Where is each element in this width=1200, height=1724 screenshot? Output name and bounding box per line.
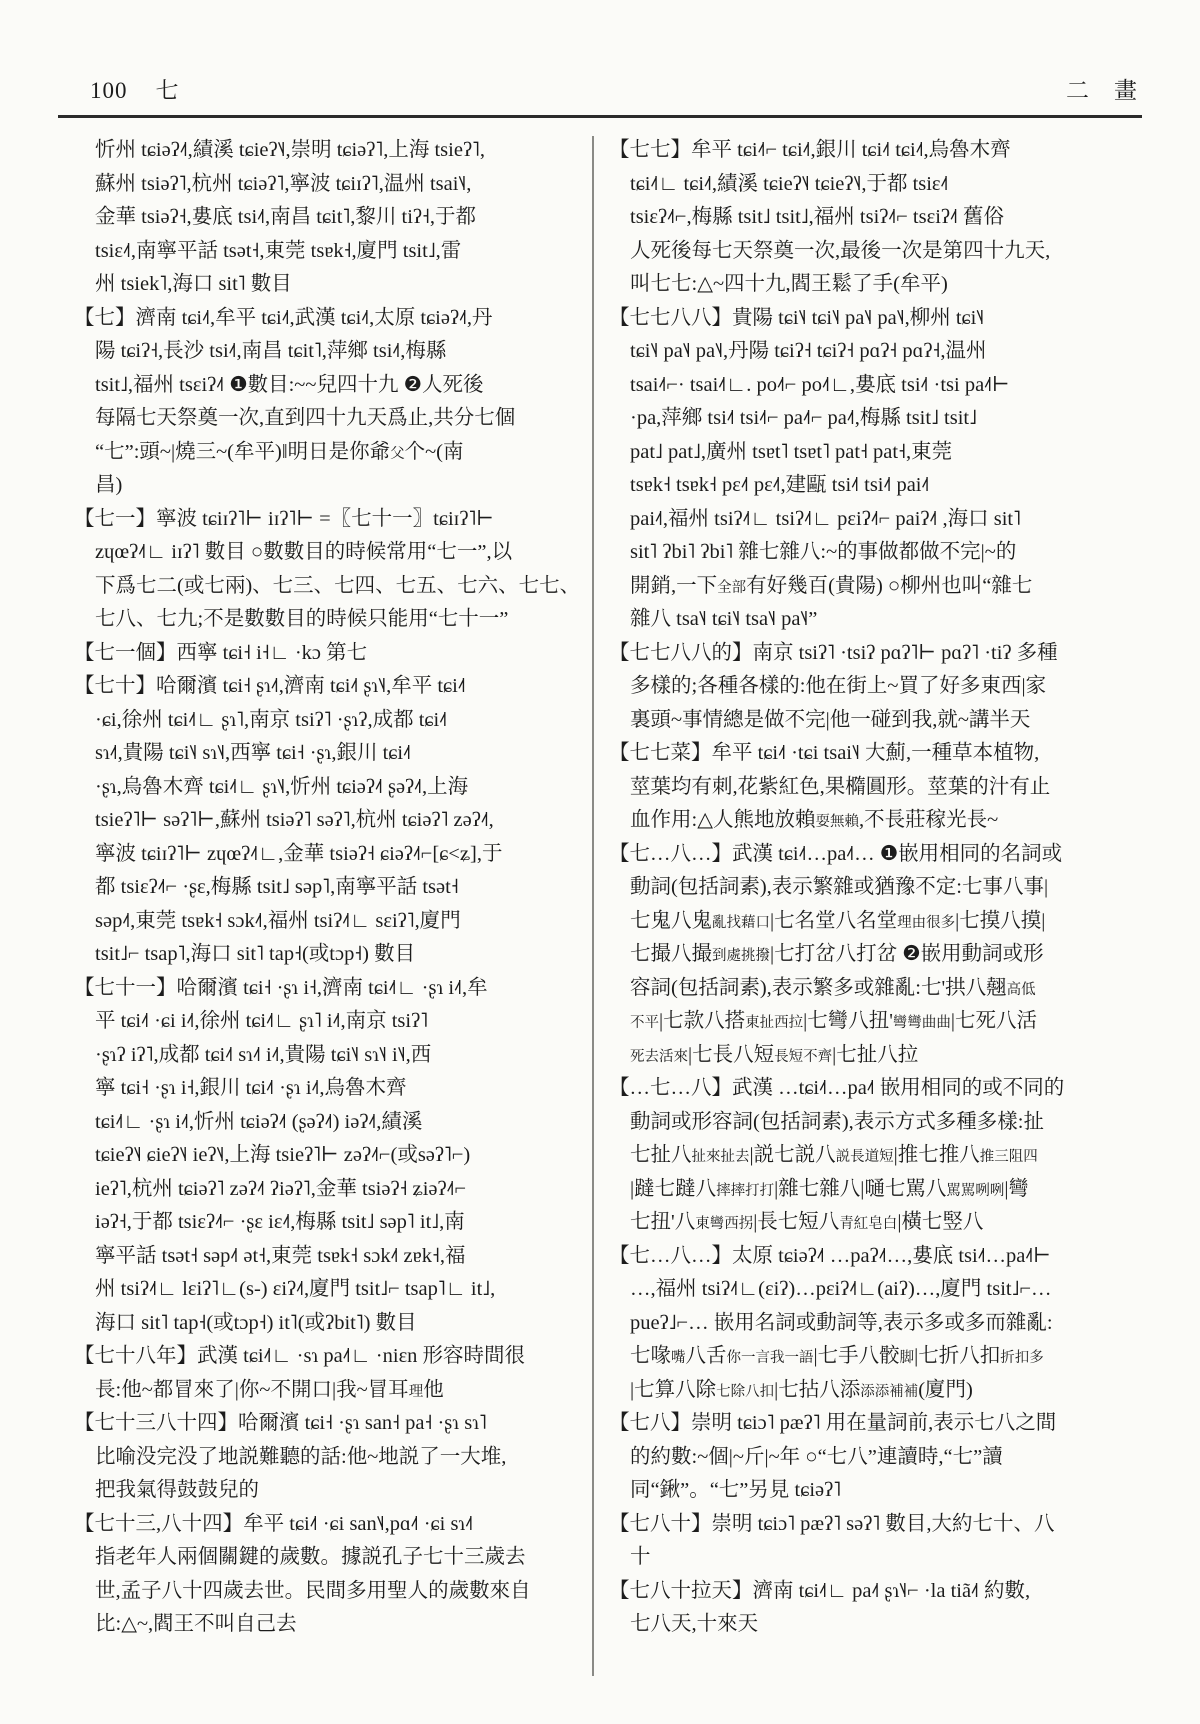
- text-line: [609, 335, 1137, 369]
- text-line: [74, 603, 592, 637]
- entry-text: səp˨˦,東莞 tsɐk˧ sɔk˨˦,福州 tsiʔ˨˦∟ sɛiʔ˥,廈門: [95, 909, 461, 932]
- text-line: [74, 670, 592, 704]
- text-line: [74, 1608, 592, 1642]
- entry-text: 七撮八撮: [630, 943, 712, 965]
- entry-text: 【七一】寧波 tɕiɪʔ˥⊢ iɪʔ˥⊢ =〖七十一〗tɕiɪʔ˥⊢: [74, 507, 494, 530]
- text-line: [74, 1173, 592, 1207]
- entry-text: 蘇州 tsiəʔ˥,杭州 tɕiəʔ˥,寧波 tɕiɪʔ˥,温州 tsai˥˨,: [95, 172, 472, 195]
- gloss-small-text: 扯來扯去: [691, 1149, 750, 1165]
- text-line: [74, 972, 592, 1006]
- gloss-small-text: 七除八扣: [716, 1383, 775, 1400]
- text-columns: [0, 134, 1200, 1676]
- entry-text: tɕi˨˦∟ ·ʂɿ i˨˦,忻州 tɕiəʔ˨˦ (ʂəʔ˨˦) iəʔ˨˦,績溪: [95, 1110, 423, 1133]
- entry-text: |説七説八: [749, 1144, 836, 1166]
- entry-text: …,福州 tsiʔ˨˦∟(ɛiʔ)…pɛiʔ˨˦∟(aiʔ)…,廈門 tsit˩⌐…: [630, 1278, 1052, 1300]
- text-line: [74, 302, 592, 336]
- entry-text: 【七一個】西寧 tɕi˧ i˧∟ ·kɔ 第七: [74, 641, 368, 664]
- text-line: [609, 1541, 1137, 1575]
- text-line: [74, 469, 592, 503]
- entry-text: |七打岔八打岔 ❷嵌用動詞或形: [770, 943, 1044, 965]
- entry-text: ·ʂɿʔ iʔ˥,成都 tɕi˨˦ sɿ˨˦ i˨˦,貴陽 tɕi˥˨ sɿ˥˨ i˥˨,西: [95, 1043, 432, 1066]
- entry-text: |七拈八添: [774, 1378, 861, 1401]
- text-line: [74, 838, 592, 872]
- entry-text: ,不長莊稼光長~: [858, 809, 999, 831]
- text-line: [609, 436, 1137, 470]
- entry-text: 【…七…八】武漢 …tɕi˨˦…pa˨˦ 嵌用相同的或不同的: [609, 1077, 1065, 1099]
- entry-text: 【七十】哈爾濱 tɕi˧ ʂɿ˨˦,濟南 tɕi˨˦ ʂɿ˥˨,牟平 tɕi˨˦: [74, 675, 466, 697]
- gloss-small-text: 不平: [630, 1015, 659, 1031]
- entry-text: tsiɛ˨˦,南寧平話 tsət˧,東莞 tsɐk˧,廈門 tsit˩,雷: [95, 239, 462, 262]
- gloss-small-text: 亂找藉口: [712, 914, 770, 931]
- text-line: [609, 402, 1137, 436]
- text-line: [74, 201, 592, 235]
- entry-text: 昌): [95, 474, 123, 496]
- text-line: [74, 1206, 592, 1240]
- gloss-small-text: 死去活來: [630, 1048, 688, 1065]
- entry-text: 十: [630, 1546, 651, 1568]
- entry-text: 長:他~都冒來了|你~不開口|我~冒耳: [95, 1378, 409, 1401]
- entry-text: 七八天,十來天: [630, 1613, 759, 1635]
- entry-text: 【七…八…】武漢 tɕi˨˦…pa˨˦… ❶嵌用相同的名詞或: [609, 842, 1063, 865]
- text-line: [609, 1340, 1137, 1374]
- entry-text: (廈門): [918, 1378, 973, 1401]
- text-line: [74, 168, 592, 202]
- entry-text: 每隔七天祭奠一次,直到四十九天爲止,共分七個: [95, 407, 516, 429]
- right-column: [609, 134, 1137, 1676]
- text-line: [609, 972, 1137, 1006]
- text-line: [74, 704, 592, 738]
- entry-text: ·pa,萍鄉 tsi˨˦ tsi˨˦⌐ pa˨˦⌐ pa˨˦,梅縣 tsit˩ tsit˩: [630, 407, 977, 429]
- entry-text: 都 tsiɛʔ˨˦⌐ ·ʂɛ,梅縣 tsit˩ səp˥,南寧平話 tsət˧: [95, 876, 459, 898]
- entry-text: 指老年人兩個關鍵的歲數。據説孔子七十三歲去: [95, 1546, 526, 1568]
- radical-char: 七: [155, 78, 180, 103]
- text-line: [74, 637, 592, 671]
- text-line: [609, 201, 1137, 235]
- entry-text: 比喻没完没了地説難聽的話:他~地説了一大堆,: [95, 1445, 507, 1468]
- text-line: [74, 1139, 592, 1173]
- entry-text: |七名堂八名堂: [770, 909, 898, 932]
- text-line: [609, 1039, 1137, 1073]
- text-line: [74, 268, 592, 302]
- text-line: [609, 1005, 1137, 1039]
- entry-text: ·ɕi,徐州 tɕi˨˦∟ ʂɿ˥,南京 tsiʔ˥ ·ʂɿʔ,成都 tɕi˨˦: [95, 708, 448, 731]
- entry-text: 州 tsiek˥,海口 sit˥ 數目: [95, 273, 292, 295]
- text-line: [609, 268, 1137, 302]
- gloss-small-text: 父: [390, 445, 405, 462]
- entry-text: 【七十一】哈爾濱 tɕi˧ ·ʂɿ i˧,濟南 tɕi˨˦∟ ·ʂɿ i˨˦,牟: [74, 976, 488, 999]
- text-line: [609, 369, 1137, 403]
- gloss-small-text: 駡駡咧咧: [946, 1182, 1005, 1199]
- entry-text: ·ʂɿ,烏魯木齊 tɕi˨˦∟ ʂɿ˥˨,忻州 tɕiəʔ˨˦ ʂəʔ˨˦,上海: [95, 775, 469, 798]
- text-line: [74, 1240, 592, 1274]
- text-line: [609, 804, 1137, 838]
- text-line: [74, 804, 592, 838]
- entry-text: ieʔ˥,杭州 tɕiəʔ˥ zəʔ˨˦ ʔiəʔ˥,金華 tsiəʔ˧ ʑiəʔ˨˦⌐: [95, 1177, 467, 1200]
- entry-text: 【七七八八】貴陽 tɕi˥˨ tɕi˥˨ pa˥˨ pa˥˨,柳州 tɕi˥˨: [609, 306, 985, 329]
- text-line: [609, 1072, 1137, 1106]
- text-line: [609, 570, 1137, 604]
- entry-text: 【七十三,八十四】牟平 tɕi˨˦ ·ɕi san˥˨,pɑ˨˦ ·ɕi sɿ˨˦: [74, 1512, 474, 1535]
- entry-text: |七摸八摸|: [955, 909, 1046, 932]
- entry-text: 州 tsiʔ˨˦∟ lɛiʔ˥∟(s-) ɛiʔ˨˦,廈門 tsit˩⌐ tsap˥∟ it˩,: [95, 1278, 496, 1300]
- entry-text: 【七八十拉天】濟南 tɕi˨˦∟ pa˨˦ ʂɿ˥˨⌐ ·la tiã˨˦ 約數,: [609, 1579, 1031, 1602]
- text-line: [609, 1374, 1137, 1408]
- entry-text: |七長八短: [688, 1043, 775, 1066]
- page-header: [0, 0, 1200, 115]
- gloss-small-text: 摔摔打打: [716, 1182, 775, 1199]
- text-line: [74, 536, 592, 570]
- entry-text: pai˨˦,福州 tsiʔ˨˦∟ tsiʔ˨˦∟ pɛiʔ˨˦⌐ paiʔ˨˦ ,海口 sit˥: [630, 507, 1021, 530]
- entry-text: 莖葉均有刺,花紫紅色,果橢圓形。莖葉的汁有止: [630, 775, 1051, 798]
- text-line: [74, 402, 592, 436]
- entry-text: |推七推八: [893, 1144, 980, 1166]
- text-line: [609, 1474, 1137, 1508]
- entry-text: 他: [423, 1378, 444, 1401]
- gloss-small-text: 彎彎曲曲: [892, 1015, 951, 1031]
- entry-text: |七扯八拉: [832, 1043, 919, 1066]
- text-line: [609, 1307, 1137, 1341]
- text-line: [74, 1072, 592, 1106]
- gloss-small-text: 青紅皂白: [839, 1216, 898, 1232]
- text-line: [609, 1575, 1137, 1609]
- page-number: 100: [90, 78, 128, 103]
- entry-text: 寧 tɕi˧ ·ʂɿ i˧,銀川 tɕi˨˦ ·ʂɿ i˨˦,烏魯木齊: [95, 1077, 407, 1099]
- text-line: [609, 1106, 1137, 1140]
- entry-text: 陽 tɕiʔ˧,長沙 tsi˨˦,南昌 tɕit˥,萍鄉 tsi˨˦,梅縣: [95, 340, 447, 362]
- entry-text: |彎: [1004, 1177, 1029, 1200]
- entry-text: |躂七躂八: [630, 1177, 717, 1200]
- entry-text: pat˩ pat˩,廣州 tsɐt˥ tsɐt˥ pat˧ pat˧,東莞: [630, 440, 953, 463]
- text-line: [609, 838, 1137, 872]
- entry-text: 【七…八…】太原 tɕiəʔ˨˦ …paʔ˨˦…,婁底 tsi˨˦…pa˨˦⊢: [609, 1244, 1051, 1267]
- text-line: [609, 536, 1137, 570]
- entry-text: |橫七竪八: [897, 1211, 984, 1233]
- entry-text: 雜八 tsa˥˨ tɕi˥˨ tsa˥˨ pa˥˨”: [630, 608, 818, 630]
- text-line: [74, 369, 592, 403]
- text-line: [609, 1173, 1137, 1207]
- entry-text: tsɐk˧ tsɐk˧ pɛ˨˦ pɛ˨˦,建甌 tsi˨˦ tsi˨˦ pai˨˦: [630, 474, 930, 496]
- text-line: [609, 1206, 1137, 1240]
- entry-text: 七八、七九;不是數數目的時候只能用“七十一”: [95, 608, 509, 630]
- entry-text: 有好幾百(貴陽) ○柳州也叫“雜七: [746, 574, 1033, 597]
- entry-text: tɕi˨˦∟ tɕi˨˦,績溪 tɕieʔ˥˨ tɕieʔ˥˨,于都 tsiɛ˨˦: [630, 172, 949, 195]
- text-line: [609, 134, 1137, 168]
- text-line: [74, 938, 592, 972]
- text-line: [74, 771, 592, 805]
- entry-text: iəʔ˧,于都 tsiɛʔ˨˦⌐ ·ʂɛ iɛ˨˦,梅縣 tsit˩ səp˥ it˩,南: [95, 1211, 465, 1233]
- gloss-small-text: 添添補補: [860, 1383, 919, 1400]
- entry-text: |七手八骹: [813, 1345, 900, 1367]
- entry-text: |七死八活: [950, 1010, 1038, 1032]
- column-divider: [592, 136, 594, 1676]
- entry-text: 金華 tsiəʔ˧,婁底 tsi˨˦,南昌 tɕit˥,黎川 tiʔ˧,于都: [95, 206, 477, 228]
- entry-text: 動詞(包括詞素),表示繁雜或猶豫不定:七事八事|: [630, 876, 1049, 898]
- entry-text: 多樣的;各種各樣的:他在街上~買了好多東西|家: [630, 675, 1047, 697]
- entry-text: tɕieʔ˥˨ ɕieʔ˥˨ ieʔ˥˨,上海 tsieʔ˥⊢ zəʔ˨˦⌐(或səʔ˥⌐): [95, 1144, 471, 1166]
- text-line: [609, 469, 1137, 503]
- text-line: [609, 603, 1137, 637]
- entry-text: tsiɛʔ˨˦⌐,梅縣 tsit˩ tsit˩,福州 tsiʔ˨˦⌐ tsɛiʔ˨˦ 舊俗: [630, 206, 1004, 228]
- text-line: [609, 302, 1137, 336]
- entry-text: |七算八除: [630, 1378, 717, 1401]
- text-line: [609, 637, 1137, 671]
- entry-text: 七扯八: [630, 1144, 692, 1166]
- text-line: [74, 1441, 592, 1475]
- text-line: [74, 1407, 592, 1441]
- entry-text: 【七七菜】牟平 tɕi˨˦ ·tɕi tsai˥˨ 大薊,一種草本植物,: [609, 742, 1040, 764]
- entry-text: 同“鍬”。“七”另見 tɕiəʔ˥: [630, 1479, 842, 1501]
- gloss-small-text: 東扯西拉: [745, 1015, 804, 1031]
- text-line: [609, 905, 1137, 939]
- gloss-small-text: 高低: [1006, 981, 1036, 998]
- entry-text: 【七七八八的】南京 tsiʔ˥ ·tsiʔ pɑʔ˥⊢ pɑʔ˥ ·tiʔ 多種: [609, 641, 1058, 664]
- entry-text: |雜七雜八|嗵七駡八: [774, 1177, 947, 1200]
- text-line: [609, 235, 1137, 269]
- entry-text: 海口 sit˥ tap˧(或tɔp˧) it˥(或ʔbit˥) 數目: [95, 1311, 417, 1334]
- text-line: [609, 938, 1137, 972]
- text-line: [609, 1273, 1137, 1307]
- text-line: [609, 871, 1137, 905]
- text-line: [609, 1508, 1137, 1542]
- entry-text: 下爲七二(或七兩)、七三、七四、七五、七六、七七、: [95, 574, 581, 597]
- entry-text: 七扭'八: [630, 1211, 696, 1233]
- entry-text: 開銷,一下: [630, 574, 718, 597]
- gloss-small-text: 東彎西拐: [695, 1216, 754, 1232]
- entry-text: 【七八十】崇明 tɕiɔ˥ pæʔ˥ səʔ˥ 數目,大約七十、八: [609, 1512, 1055, 1535]
- text-line: [74, 335, 592, 369]
- gloss-small-text: 理: [408, 1383, 424, 1400]
- entry-text: 動詞或形容詞(包括詞素),表示方式多種多樣:扯: [630, 1110, 1044, 1133]
- gloss-small-text: 全部: [717, 579, 747, 596]
- text-line: [609, 771, 1137, 805]
- entry-text: 人死後每七天祭奠一次,最後一次是第四十九天,: [630, 239, 1051, 262]
- entry-text: sit˥ ʔbi˥ ʔbi˥ 雜七雜八:~的事做都做不完|~的: [630, 541, 1017, 563]
- entry-text: 八舌: [685, 1345, 727, 1367]
- entry-text: 【七七】牟平 tɕi˨˦⌐ tɕi˨˦,銀川 tɕi˨˦ tɕi˨˦,烏魯木齊: [609, 139, 1011, 161]
- entry-text: 的約數:~個|~斤|~年 ○“七八”連讀時,“七”讀: [630, 1445, 1003, 1468]
- entry-text: |七折八扣: [914, 1345, 1001, 1367]
- text-line: [74, 1575, 592, 1609]
- entry-text: 个~(南: [404, 440, 464, 463]
- entry-text: 把我氣得鼓鼓兒的: [95, 1479, 259, 1501]
- entry-text: 容詞(包括詞素),表示繁多或雜亂:七'拱八翹: [630, 976, 1007, 999]
- text-line: [74, 1474, 592, 1508]
- text-line: [74, 905, 592, 939]
- text-line: [609, 704, 1137, 738]
- entry-text: |七彎八扭': [803, 1010, 893, 1032]
- entry-text: 【七十三八十四】哈爾濱 tɕi˧ ·ʂɿ san˧ pa˧ ·ʂɿ sɿ˥: [74, 1412, 487, 1434]
- text-line: [74, 1307, 592, 1341]
- entry-text: 寧波 tɕiɪʔ˥⊢ zɥœʔ˨˦∟,金華 tsiəʔ˧ ɕiəʔ˨˦⌐[ɕ<ʑ],于: [95, 842, 503, 865]
- text-line: [74, 1374, 592, 1408]
- stroke-count-label: 二 畫: [1066, 78, 1138, 103]
- text-line: [74, 1106, 592, 1140]
- gloss-small-text: 折扣多: [1000, 1350, 1044, 1366]
- text-line: [74, 737, 592, 771]
- text-line: [74, 503, 592, 537]
- entry-text: 平 tɕi˨˦ ·ɕi i˨˦,徐州 tɕi˨˦∟ ʂɿ˥ i˨˦,南京 tsiʔ˥: [95, 1010, 429, 1032]
- entry-text: pueʔ˩⌐… 嵌用名詞或動詞等,表示多或多而雜亂:: [630, 1311, 1053, 1334]
- left-column: [74, 134, 592, 1676]
- text-line: [74, 1273, 592, 1307]
- text-line: [609, 1441, 1137, 1475]
- entry-text: |長七短八: [753, 1211, 840, 1233]
- entry-text: 【七】濟南 tɕi˨˦,牟平 tɕi˨˦,武漢 tɕi˨˦,太原 tɕiəʔ˨˦,丹: [74, 306, 493, 329]
- gloss-small-text: 脚: [899, 1350, 915, 1366]
- text-line: [74, 1005, 592, 1039]
- gloss-small-text: 到處挑撥: [712, 948, 770, 964]
- entry-text: tsit˩,福州 tsɛiʔ˨˦ ❶數目:~~兒四十九 ❷人死後: [95, 373, 484, 396]
- entry-text: 比:△~,閻王不叫自己去: [95, 1613, 297, 1635]
- entry-text: 裏頭~事情總是做不完|他一碰到我,就~講半天: [630, 708, 1031, 731]
- entry-text: 【七八】崇明 tɕiɔ˥ pæʔ˥ 用在量詞前,表示七八之間: [609, 1412, 1057, 1434]
- text-line: [74, 235, 592, 269]
- entry-text: zɥœʔ˨˦∟ iɪʔ˥ 數目 ○數數目的時候常用“七一”,以: [95, 541, 513, 563]
- entry-text: tɕi˥˨ pa˥˨ pa˥˨,丹陽 tɕiʔ˧ tɕiʔ˧ pɑʔ˧ pɑʔ˧,温州: [630, 340, 987, 362]
- text-line: [609, 670, 1137, 704]
- text-line: [74, 871, 592, 905]
- entry-text: 血作用:△人熊地放賴: [630, 809, 816, 831]
- text-line: [609, 1240, 1137, 1274]
- entry-text: 忻州 tɕiəʔ˨˦,績溪 tɕieʔ˥˨,崇明 tɕiəʔ˥,上海 tsieʔ˥,: [95, 139, 486, 161]
- text-line: [609, 1407, 1137, 1441]
- entry-text: |七款八搭: [659, 1010, 746, 1032]
- entry-text: 七鬼八鬼: [630, 909, 712, 932]
- text-line: [74, 570, 592, 604]
- header-left: [90, 72, 180, 105]
- text-line: [74, 436, 592, 470]
- text-line: [74, 1039, 592, 1073]
- gloss-small-text: 理由很多: [897, 914, 956, 931]
- entry-text: tsit˩⌐ tsap˥,海口 sit˥ tap˧(或tɔp˧) 數目: [95, 943, 416, 965]
- header-rule: [58, 115, 1142, 118]
- text-line: [609, 1139, 1137, 1173]
- text-line: [609, 737, 1137, 771]
- entry-text: tsieʔ˥⊢ səʔ˥⊢,蘇州 tsiəʔ˥ səʔ˥,杭州 tɕiəʔ˥ zəʔ˨˦,: [95, 809, 494, 831]
- gloss-small-text: 耍無賴: [815, 814, 859, 830]
- gloss-small-text: 長短不齊: [774, 1048, 833, 1065]
- entry-text: “七”:頭~|燒三~(牟平)‖明日是你爺: [95, 440, 391, 463]
- text-line: [74, 1340, 592, 1374]
- text-line: [74, 134, 592, 168]
- entry-text: 寧平話 tsət˧ səp˨˦ ət˧,東莞 tsɐk˧ sɔk˨˦ zɐk˧,福: [95, 1244, 466, 1267]
- gloss-small-text: 推三阻四: [979, 1149, 1038, 1165]
- text-line: [609, 168, 1137, 202]
- entry-text: tsai˨˦⌐· tsai˨˦∟. po˨˦⌐ po˨˦∟,婁底 tsi˨˦ ·tsi pa˨˦⊢: [630, 373, 1010, 396]
- text-line: [74, 1508, 592, 1542]
- text-line: [74, 1541, 592, 1575]
- entry-text: 【七十八年】武漢 tɕi˨˦∟ ·sɿ pa˨˦∟ ·niɛn 形容時間很: [74, 1345, 526, 1367]
- text-line: [609, 1608, 1137, 1642]
- gloss-small-text: 你一言我一語: [726, 1350, 814, 1366]
- gloss-small-text: 嘴: [671, 1350, 686, 1366]
- entry-text: 七喙: [630, 1345, 671, 1367]
- entry-text: sɿ˨˦,貴陽 tɕi˥˨ sɿ˥˨,西寧 tɕi˧ ·ʂɿ,銀川 tɕi˨˦: [95, 742, 411, 764]
- entry-text: 叫七七:△~四十九,閻王鬆了手(牟平): [630, 273, 948, 295]
- gloss-small-text: 説長道短: [835, 1149, 894, 1165]
- text-line: [609, 503, 1137, 537]
- entry-text: 世,孟子八十四歲去世。民間多用聖人的歲數來自: [95, 1579, 531, 1602]
